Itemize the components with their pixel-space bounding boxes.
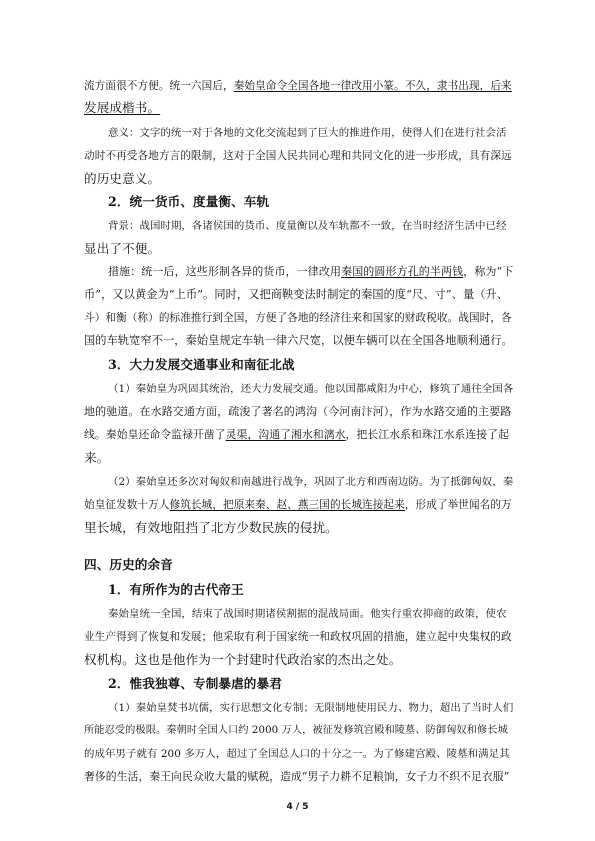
- text-line: [108, 125, 512, 141]
- text-line: [108, 264, 512, 280]
- text-line: [84, 450, 512, 466]
- text-line: [84, 171, 512, 187]
- underlined-text: 发展成楷书。: [84, 100, 161, 115]
- text-span: 始皇征发数十万人: [84, 499, 170, 511]
- text-span: 的成年男子就有 200 多万人，超过了全国总人口的十分之一。为了修建宫殿、陵墓和满足其: [84, 748, 510, 760]
- text-span: 权机构。这也是他作为一个封建时代政治家的杰出之处。: [84, 652, 402, 667]
- text-span: 背景：战国时期，各诸侯国的货币、度量衡以及车轨都不一致，在当时经济生活中已经: [108, 220, 507, 232]
- text-line: [84, 333, 512, 349]
- chapter-heading: [84, 557, 512, 573]
- text-span: 的历史意义。: [84, 171, 161, 186]
- page-number: 4 / 5: [286, 802, 309, 812]
- text-line: [84, 78, 512, 94]
- text-line: [84, 652, 512, 668]
- text-line: [108, 700, 512, 716]
- text-span: 动时不再受各地方言的限制，这对于全国人民共同心理和共同文化的进一步形成，具有深远: [84, 150, 512, 162]
- text-span: ，称为“下: [463, 265, 514, 278]
- section-heading: [108, 194, 512, 210]
- text-span: 国的车轨宽窄不一，秦始皇规定车轨一律六尺宽，以便车辆可以在全国各地顺利通行。: [84, 334, 513, 347]
- text-span: 来。: [84, 450, 110, 465]
- text-line: [108, 606, 512, 622]
- text-span: （2）秦始皇还多次对匈奴和南越进行战争，巩固了北方和西南边防。为了抵御匈奴，秦: [108, 476, 514, 488]
- section-heading: [108, 582, 512, 598]
- section-heading: [108, 357, 512, 373]
- text-span: （1）秦始皇焚书坑儒，实行思想文化专制；无限制地使用民力、物力，超出了当时人们: [108, 702, 514, 714]
- underlined-text: 灵渠，沟通了湘水和漓水: [225, 428, 346, 441]
- underlined-text: 秦始皇命令全国各地一律改用小篆。不久，隶书出现，后来: [233, 80, 512, 92]
- text-line: [84, 148, 512, 164]
- text-span: 斗）和衡（称）的标准推行到全国，方便了各地的经济往来和国家的财政税收。战国时，各: [84, 312, 512, 324]
- heading-text: 1．有所作为的古代帝王: [108, 582, 244, 597]
- text-span: ，形成了举世闻名的万: [404, 499, 512, 511]
- text-span: 措施：统一后，这些形制各异的货币，一律改用: [108, 265, 342, 278]
- text-line: [84, 404, 512, 420]
- text-span: （1）秦始皇为巩固其统治，还大力发展交通。他以国都咸阳为中心，修筑了通往全国各: [108, 383, 514, 395]
- underlined-text: 秦国的圆形方孔的半两钱: [341, 265, 464, 278]
- text-line: [108, 381, 512, 397]
- text-span: 流方面很不方便。统一六国后，: [84, 80, 234, 92]
- text-line: [84, 746, 512, 762]
- underlined-text: 修筑长城，把原来秦、赵、燕三国的长城连接起来: [169, 499, 405, 511]
- text-span: 意义：文字的统一对于各地的文化交流起到了巨大的推进作用，使得人们在进行社会活: [108, 127, 507, 139]
- text-line: [84, 241, 512, 257]
- text-span: 地的驰道。在水路交通方面，疏浚了著名的鸿沟（今河南汴河），作为水路交通的主要路: [84, 405, 512, 418]
- text-span: ，把长江水系和珠江水系连接了起: [345, 428, 509, 441]
- text-span: 业生产得到了恢复和发展；他采取有利于国家统一和政权巩固的措施，建立起中央集权的政: [84, 631, 512, 643]
- text-line: [84, 769, 512, 785]
- text-line: [84, 287, 512, 303]
- heading-text: 2．惟我独尊、专制暴虐的暴君: [108, 676, 282, 691]
- text-line: [84, 100, 512, 116]
- section-heading: [108, 676, 512, 692]
- text-span: 秦始皇统一全国，结束了战国时期诸侯割据的混战局面。他实行重农抑商的政策，使农: [108, 608, 507, 620]
- text-line: [108, 474, 512, 490]
- heading-text: 四、历史的余音: [84, 557, 173, 572]
- text-span: 所能忍受的极限。秦朝时全国人口约 2000 万人，被征发修筑宫殿和陵墓、防御匈奴和修长城: [84, 725, 508, 736]
- text-span: 线。秦始皇还命令监禄开凿了: [84, 428, 226, 441]
- text-line: [108, 218, 512, 234]
- text-line: [84, 497, 512, 513]
- text-line: [84, 427, 512, 443]
- heading-text: 3．大力发展交通事业和南征北战: [108, 357, 295, 372]
- text-line: [84, 629, 512, 645]
- text-span: 奢侈的生活，秦王向民众收大量的赋税，造成“男子力耕不足粮饷，女子力不织不足衣服”: [84, 770, 510, 783]
- text-span: 里长城，有效地阻挡了北方少数民族的侵扰。: [84, 520, 338, 535]
- text-line: [84, 310, 512, 326]
- text-line: [84, 723, 512, 739]
- text-line: [84, 520, 512, 536]
- heading-text: 2．统一货币、度量衡、车轨: [108, 194, 270, 209]
- text-span: 显出了不便。: [84, 241, 161, 256]
- text-span: 币”，又以黄金为“上币”。同时，又把商鞅变法时制定的秦国的度“尺、寸”、量（升、: [84, 288, 509, 301]
